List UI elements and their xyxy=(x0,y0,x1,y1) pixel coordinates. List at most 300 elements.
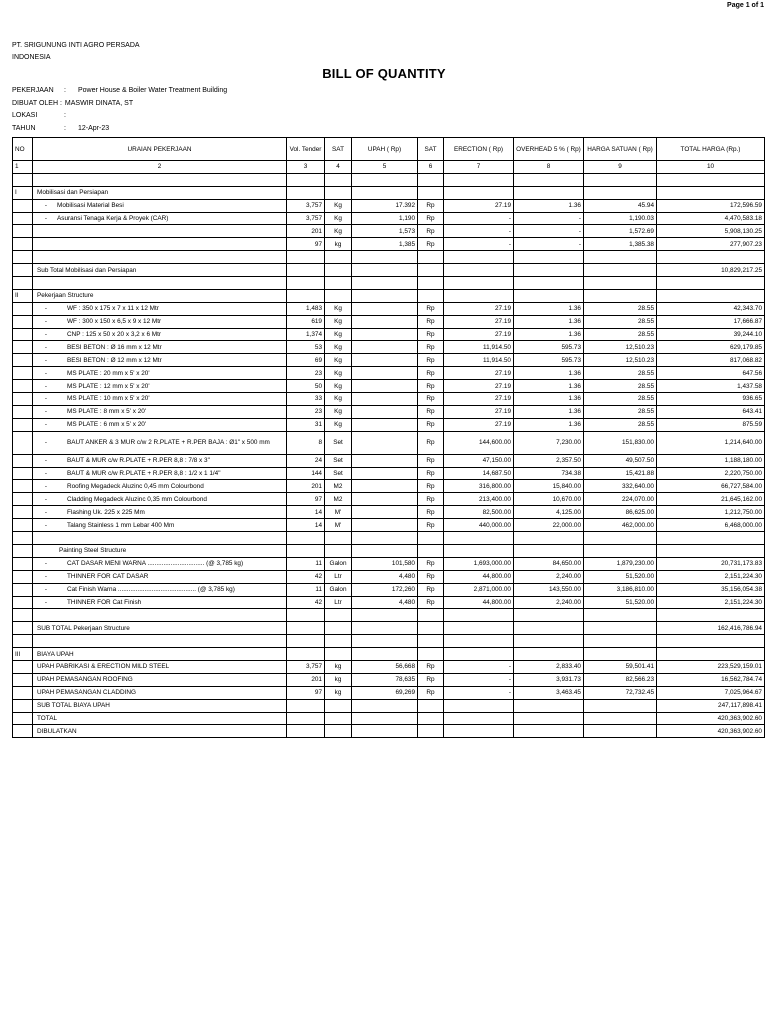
item-description xyxy=(33,380,287,393)
total-harga: 1,437.58 xyxy=(657,380,765,393)
bullet-dash: - xyxy=(44,521,48,529)
description-text: THINNER FOR Cat Finish xyxy=(67,598,142,606)
currency: Rp xyxy=(418,354,444,367)
item-description xyxy=(33,328,287,341)
unit: Ltr xyxy=(325,596,352,609)
upah-value xyxy=(352,405,418,418)
unit: Kg xyxy=(325,212,352,225)
col-number: 6 xyxy=(418,161,444,174)
total-harga: 277,907.23 xyxy=(657,238,765,251)
item-description xyxy=(33,648,287,661)
description-text: TOTAL xyxy=(37,714,58,722)
harga-satuan xyxy=(584,277,657,290)
upah-value xyxy=(352,699,418,712)
harga-satuan: 59,501.41 xyxy=(584,660,657,673)
row-no xyxy=(13,622,33,635)
table-row xyxy=(13,341,765,354)
total-harga xyxy=(657,289,765,302)
item-description xyxy=(33,609,287,622)
row-no xyxy=(13,367,33,380)
upah-value xyxy=(352,302,418,315)
currency xyxy=(418,251,444,264)
item-description xyxy=(33,532,287,545)
description-text: Cat Finish Warna ............................................ (@ 3,785 kg) xyxy=(67,586,235,594)
currency: Rp xyxy=(418,418,444,431)
unit xyxy=(325,532,352,545)
row-no xyxy=(13,315,33,328)
erection-value: - xyxy=(444,686,514,699)
total-harga: 629,179.85 xyxy=(657,341,765,354)
unit: Kg xyxy=(325,328,352,341)
total-harga xyxy=(657,186,765,199)
project-meta xyxy=(12,85,227,135)
row-no xyxy=(13,418,33,431)
volume: 50 xyxy=(287,380,325,393)
currency xyxy=(418,635,444,648)
erection-value: 440,000.00 xyxy=(444,519,514,532)
erection-value xyxy=(444,264,514,277)
item-description xyxy=(33,583,287,596)
item-description xyxy=(33,660,287,673)
upah-value xyxy=(352,289,418,302)
volume: 144 xyxy=(287,467,325,480)
volume: 1,483 xyxy=(287,302,325,315)
currency: Rp xyxy=(418,686,444,699)
erection-value xyxy=(444,186,514,199)
currency: Rp xyxy=(418,238,444,251)
upah-value: 78,635 xyxy=(352,673,418,686)
erection-value xyxy=(444,635,514,648)
overhead-value: 1.36 xyxy=(514,380,584,393)
table-row xyxy=(13,302,765,315)
erection-value: 27.19 xyxy=(444,418,514,431)
volume: 14 xyxy=(287,519,325,532)
header-no: NO xyxy=(13,138,33,161)
total-harga: 17,666.87 xyxy=(657,315,765,328)
overhead-value: 1.36 xyxy=(514,418,584,431)
total-harga: 172,596.59 xyxy=(657,199,765,212)
row-no xyxy=(13,354,33,367)
item-description xyxy=(33,393,287,406)
erection-value xyxy=(444,609,514,622)
col-number: 2 xyxy=(33,161,287,174)
currency: Rp xyxy=(418,212,444,225)
total-harga xyxy=(657,648,765,661)
overhead-value: 143,550.00 xyxy=(514,583,584,596)
total-harga: 21,645,162.00 xyxy=(657,493,765,506)
total-harga: 2,151,224.30 xyxy=(657,596,765,609)
harga-satuan xyxy=(584,725,657,738)
erection-value xyxy=(444,699,514,712)
erection-value: - xyxy=(444,212,514,225)
table-row xyxy=(13,648,765,661)
upah-value xyxy=(352,506,418,519)
row-no xyxy=(13,493,33,506)
col-number: 9 xyxy=(584,161,657,174)
currency xyxy=(418,609,444,622)
item-description xyxy=(33,302,287,315)
harga-satuan: 28.55 xyxy=(584,405,657,418)
total-harga xyxy=(657,609,765,622)
overhead-value: 4,125.00 xyxy=(514,506,584,519)
currency xyxy=(418,277,444,290)
erection-value: 44,800.00 xyxy=(444,596,514,609)
erection-value xyxy=(444,544,514,557)
bullet-dash: - xyxy=(44,457,48,465)
item-description xyxy=(33,686,287,699)
harga-satuan xyxy=(584,289,657,302)
table-row xyxy=(13,186,765,199)
col-number: 4 xyxy=(325,161,352,174)
currency: Rp xyxy=(418,519,444,532)
description-text: Roofing Megadeck Aluzinc 0,45 mm Colourbond xyxy=(67,482,204,490)
description-text: Mobilisasi dan Persiapan xyxy=(37,189,109,197)
currency: Rp xyxy=(418,225,444,238)
item-description xyxy=(33,277,287,290)
description-text xyxy=(35,228,37,235)
harga-satuan xyxy=(584,544,657,557)
currency xyxy=(418,648,444,661)
harga-satuan: 224,070.00 xyxy=(584,493,657,506)
total-harga: 1,212,750.00 xyxy=(657,506,765,519)
upah-value: 101,580 xyxy=(352,557,418,570)
table-row xyxy=(13,622,765,635)
bullet-dash: - xyxy=(44,439,48,447)
harga-satuan: 51,520.00 xyxy=(584,596,657,609)
description-text: UPAH PABRIKASI & ERECTION MILD STEEL xyxy=(37,663,170,671)
overhead-value: - xyxy=(514,238,584,251)
currency xyxy=(418,289,444,302)
overhead-value xyxy=(514,251,584,264)
overhead-value xyxy=(514,699,584,712)
currency: Rp xyxy=(418,493,444,506)
erection-value: 27.19 xyxy=(444,393,514,406)
total-harga: 35,156,054.38 xyxy=(657,583,765,596)
harga-satuan xyxy=(584,532,657,545)
overhead-value xyxy=(514,622,584,635)
volume xyxy=(287,264,325,277)
volume: 201 xyxy=(287,480,325,493)
row-no xyxy=(13,431,33,454)
harga-satuan: 28.55 xyxy=(584,418,657,431)
unit: kg xyxy=(325,660,352,673)
item-description xyxy=(33,480,287,493)
currency xyxy=(418,186,444,199)
document-title: BILL OF QUANTITY xyxy=(322,66,446,81)
erection-value: 11,914.50 xyxy=(444,354,514,367)
currency xyxy=(418,173,444,186)
overhead-value: 10,670.00 xyxy=(514,493,584,506)
unit: Set xyxy=(325,467,352,480)
unit: kg xyxy=(325,686,352,699)
upah-value xyxy=(352,173,418,186)
item-description xyxy=(33,544,287,557)
description-text: CNP : 125 x 50 x 20 x 3,2 x 6 Mtr xyxy=(67,331,162,339)
volume xyxy=(287,725,325,738)
volume: 97 xyxy=(287,238,325,251)
table-row xyxy=(13,583,765,596)
volume: 1,374 xyxy=(287,328,325,341)
header-sat: SAT xyxy=(325,138,352,161)
row-no xyxy=(13,277,33,290)
currency xyxy=(418,712,444,725)
table-row xyxy=(13,354,765,367)
header-harga-satuan: HARGA SATUAN ( Rp) xyxy=(584,138,657,161)
row-no xyxy=(13,380,33,393)
unit: Set xyxy=(325,454,352,467)
row-no xyxy=(13,583,33,596)
table-row xyxy=(13,264,765,277)
table-row xyxy=(13,315,765,328)
blank-row xyxy=(13,251,765,264)
currency xyxy=(418,544,444,557)
description-text: Asuransi Tenaga Kerja & Proyek (CAR) xyxy=(57,215,169,222)
item-description xyxy=(33,251,287,264)
volume xyxy=(287,544,325,557)
overhead-value xyxy=(514,264,584,277)
description-text: BESI BETON : Ø 12 mm x 12 Mtr xyxy=(67,356,162,364)
harga-satuan: 72,732.45 xyxy=(584,686,657,699)
row-no: III xyxy=(13,648,33,661)
upah-value xyxy=(352,544,418,557)
unit xyxy=(325,251,352,264)
item-description xyxy=(33,557,287,570)
description-text: MS PLATE : 8 mm x 5' x 20' xyxy=(67,408,147,416)
volume xyxy=(287,532,325,545)
table-row xyxy=(13,418,765,431)
overhead-value xyxy=(514,173,584,186)
item-description xyxy=(33,454,287,467)
harga-satuan: 12,510.23 xyxy=(584,341,657,354)
total-harga: 2,151,224.30 xyxy=(657,570,765,583)
description-text: Painting Steel Structure xyxy=(59,547,127,555)
bullet-dash: - xyxy=(44,343,48,351)
upah-value xyxy=(352,264,418,277)
col-number: 10 xyxy=(657,161,765,174)
volume: 11 xyxy=(287,557,325,570)
volume: 201 xyxy=(287,673,325,686)
bullet-dash: - xyxy=(44,470,48,478)
upah-value xyxy=(352,622,418,635)
bullet-dash: - xyxy=(44,495,48,503)
currency: Rp xyxy=(418,393,444,406)
upah-value xyxy=(352,367,418,380)
upah-value xyxy=(352,277,418,290)
unit xyxy=(325,289,352,302)
table-row xyxy=(13,493,765,506)
erection-value: - xyxy=(444,673,514,686)
row-no xyxy=(13,480,33,493)
description-text: MS PLATE : 10 mm x 5' x 20' xyxy=(67,395,150,403)
meta-separator: : xyxy=(64,112,66,120)
item-description xyxy=(33,519,287,532)
unit: kg xyxy=(325,673,352,686)
erection-value: 213,400.00 xyxy=(444,493,514,506)
volume xyxy=(287,173,325,186)
unit: M2 xyxy=(325,480,352,493)
total-harga: 875.59 xyxy=(657,418,765,431)
upah-value: 1,385 xyxy=(352,238,418,251)
erection-value: 27.19 xyxy=(444,405,514,418)
total-harga: 420,363,902.60 xyxy=(657,712,765,725)
unit: Kg xyxy=(325,225,352,238)
upah-value: 56,668 xyxy=(352,660,418,673)
item-description xyxy=(33,673,287,686)
currency: Rp xyxy=(418,405,444,418)
description-text: WF : 350 x 175 x 7 x 11 x 12 Mtr xyxy=(67,305,159,313)
harga-satuan: 28.55 xyxy=(584,302,657,315)
meta-key: TAHUN xyxy=(12,124,36,132)
item-description xyxy=(33,506,287,519)
erection-value xyxy=(444,532,514,545)
total-harga: 2,220,750.00 xyxy=(657,467,765,480)
page-number: Page 1 of 1 xyxy=(727,2,764,9)
table-row xyxy=(13,467,765,480)
row-no xyxy=(13,596,33,609)
bullet-dash: - xyxy=(44,305,48,313)
harga-satuan: 1,572.69 xyxy=(584,225,657,238)
total-harga: 39,244.10 xyxy=(657,328,765,341)
erection-value: - xyxy=(444,225,514,238)
currency: Rp xyxy=(418,380,444,393)
meta-row xyxy=(12,123,227,136)
unit xyxy=(325,725,352,738)
overhead-value: 595.73 xyxy=(514,354,584,367)
total-harga: 66,727,584.00 xyxy=(657,480,765,493)
unit: Kg xyxy=(325,367,352,380)
total-harga: 247,117,898.41 xyxy=(657,699,765,712)
item-description xyxy=(33,635,287,648)
total-harga: 7,025,964.67 xyxy=(657,686,765,699)
erection-value: 2,871,000.00 xyxy=(444,583,514,596)
header-sat2: SAT xyxy=(418,138,444,161)
unit xyxy=(325,635,352,648)
volume: 23 xyxy=(287,405,325,418)
row-no xyxy=(13,544,33,557)
row-no xyxy=(13,212,33,225)
total-harga: 6,468,000.00 xyxy=(657,519,765,532)
description-text: Cladding Megadeck Aluzinc 0,35 mm Colourbond xyxy=(67,495,207,503)
description-text: DIBULATKAN xyxy=(37,727,77,735)
volume xyxy=(287,699,325,712)
volume: 3,757 xyxy=(287,660,325,673)
upah-value xyxy=(352,418,418,431)
overhead-value: 2,357.50 xyxy=(514,454,584,467)
table-row xyxy=(13,431,765,454)
harga-satuan: 3,186,810.00 xyxy=(584,583,657,596)
row-no xyxy=(13,725,33,738)
currency xyxy=(418,264,444,277)
item-description xyxy=(33,570,287,583)
item-description xyxy=(33,405,287,418)
unit: M2 xyxy=(325,493,352,506)
volume: 31 xyxy=(287,418,325,431)
erection-value: 144,600.00 xyxy=(444,431,514,454)
volume: 23 xyxy=(287,367,325,380)
currency: Rp xyxy=(418,480,444,493)
bullet-dash: - xyxy=(44,331,48,339)
row-no xyxy=(13,519,33,532)
bullet-dash: - xyxy=(44,369,48,377)
erection-value: 27.19 xyxy=(444,328,514,341)
overhead-value xyxy=(514,186,584,199)
col-number: 8 xyxy=(514,161,584,174)
erection-value: - xyxy=(444,660,514,673)
table-row xyxy=(13,570,765,583)
erection-value xyxy=(444,289,514,302)
table-row xyxy=(13,725,765,738)
upah-value xyxy=(352,328,418,341)
overhead-value: - xyxy=(514,212,584,225)
upah-value xyxy=(352,393,418,406)
overhead-value xyxy=(514,712,584,725)
header-erection: ERECTION ( Rp) xyxy=(444,138,514,161)
item-description xyxy=(33,315,287,328)
total-harga: 10,829,217.25 xyxy=(657,264,765,277)
description-text: CAT DASAR MENI WARNA ................................ (@ 3,785 kg) xyxy=(67,560,244,568)
erection-value: 27.19 xyxy=(444,367,514,380)
overhead-value: 734.38 xyxy=(514,467,584,480)
volume: 42 xyxy=(287,570,325,583)
description-text: Flashing Uk. 225 x 225 Mm xyxy=(67,508,145,516)
upah-value: 172,260 xyxy=(352,583,418,596)
upah-value xyxy=(352,635,418,648)
volume: 11 xyxy=(287,583,325,596)
item-description xyxy=(33,418,287,431)
row-no xyxy=(13,393,33,406)
item-description xyxy=(33,199,287,212)
volume: 3,757 xyxy=(287,199,325,212)
table-row xyxy=(13,454,765,467)
unit: Kg xyxy=(325,341,352,354)
row-no xyxy=(13,199,33,212)
upah-value xyxy=(352,480,418,493)
table-row xyxy=(13,660,765,673)
volume: 69 xyxy=(287,354,325,367)
row-no xyxy=(13,264,33,277)
volume xyxy=(287,251,325,264)
row-no xyxy=(13,251,33,264)
harga-satuan xyxy=(584,186,657,199)
description-text: BAUT ANKER & 3 MUR c/w 2 R.PLATE + R.PER BAJA : Ø1" x 500 mm xyxy=(67,439,270,447)
item-description xyxy=(33,173,287,186)
unit xyxy=(325,277,352,290)
table-row xyxy=(13,544,765,557)
row-no xyxy=(13,570,33,583)
erection-value xyxy=(444,712,514,725)
row-no xyxy=(13,635,33,648)
company-name: PT. SRIGUNUNG INTI AGRO PERSADA xyxy=(12,42,140,49)
harga-satuan xyxy=(584,609,657,622)
unit xyxy=(325,173,352,186)
erection-value xyxy=(444,648,514,661)
volume xyxy=(287,648,325,661)
table-row xyxy=(13,405,765,418)
upah-value xyxy=(352,467,418,480)
erection-value: 316,800.00 xyxy=(444,480,514,493)
unit: Kg xyxy=(325,199,352,212)
harga-satuan: 1,879,230.00 xyxy=(584,557,657,570)
column-number-row xyxy=(13,161,765,174)
erection-value: 27.19 xyxy=(444,302,514,315)
blank-row xyxy=(13,635,765,648)
total-harga xyxy=(657,532,765,545)
blank-row xyxy=(13,173,765,186)
row-no xyxy=(13,341,33,354)
upah-value xyxy=(352,519,418,532)
currency xyxy=(418,622,444,635)
bullet-dash: - xyxy=(44,573,48,581)
